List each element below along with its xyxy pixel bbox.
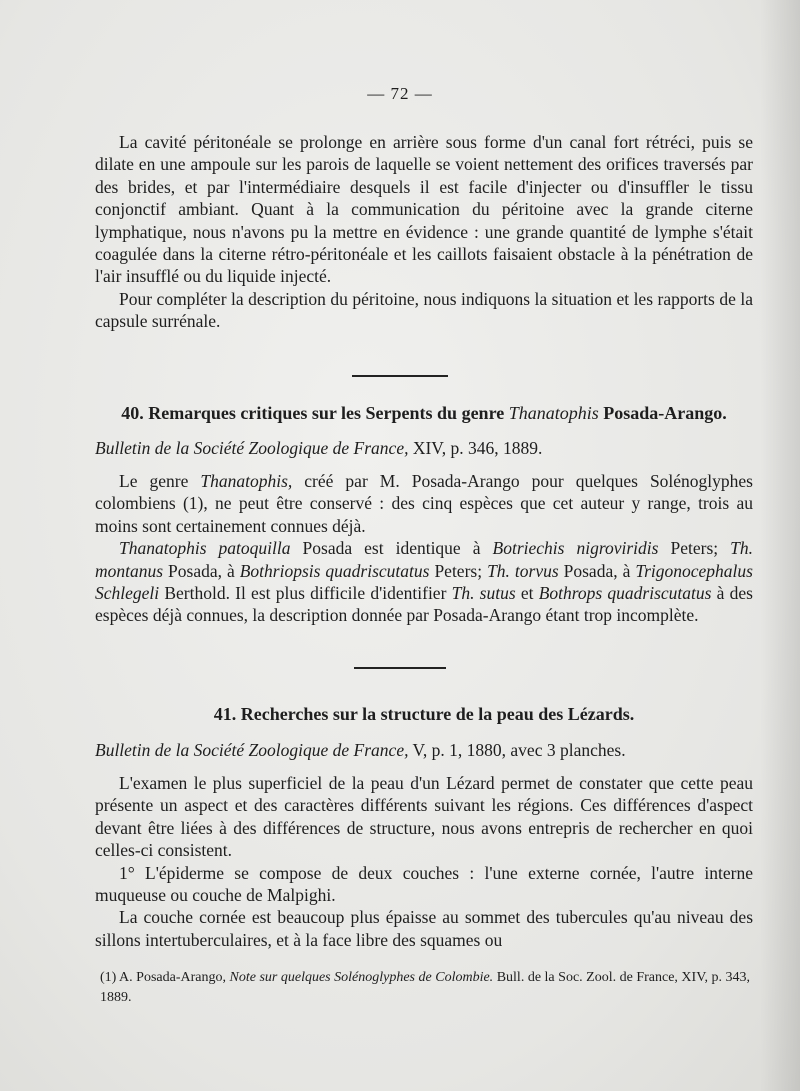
section-40-paragraph-2 (95, 537, 753, 627)
footnote-title: Note sur quelques Solénoglyphes de Colombie. (229, 970, 494, 985)
genus-name: Thanatophis, (200, 471, 293, 491)
section-40-title-genus: Thanatophis (508, 403, 599, 423)
section-40-title-author: Posada-Arango. (603, 403, 727, 423)
text-run: Peters; (429, 560, 488, 581)
species-name: Botriechis nigroviridis (492, 538, 659, 559)
section-41-paragraph-3: La couche cornée est beaucoup plus épaisse au sommet des tubercules qu'au niveau des sillons intertuberculaires, et à la face libre des squames ou (95, 907, 753, 950)
paragraph-peritoneal-cavity: La cavité péritonéale se prolonge en arrière sous forme d'un canal fort rétréci, puis se dilate en une ampoule sur les parois de laquelle se voient nettement des orifices traversés par des brides, et par l'intermédiaire desquels il est facile d'injecter ou d'insuffler le tissu conjonctif ambiant. Quant à la communication du péritoine avec la grande citerne lymphatique, nous n'avons pu la mettre en évidence : une grande quantité de lymphe s'était coagulée dans la citerne rétro-péritonéale et les caillots faisaient obstacle à la pénétration de l'air insufflé ou du liquide injecté. (95, 132, 753, 287)
text-run: Peters; (658, 538, 731, 559)
section-40-title (95, 403, 753, 424)
text-run: créé par M. Posada-Arango pour quelques Solénoglyphes colombiens (1), ne peut être conservé : des cinq espèces que cet auteur y range, trois au moins sont certainement connues déjà. (95, 471, 753, 536)
text-run: Posada, à (558, 560, 636, 581)
species-name: Th. sutus (451, 583, 516, 604)
section-40-number: 40. (121, 403, 144, 423)
text-run: Posada, à (163, 560, 240, 581)
species-name: Th. montanus (95, 538, 753, 581)
footnote-rest: Bull. de la Soc. Zool. de France, XIV, p. 343, 1889. (100, 970, 751, 1005)
section-41-paragraph-1: L'examen le plus superficiel de la peau d'un Lézard permet de constater que cette peau présente un aspect et des caractères différents suivant les régions. Ces différences d'aspect devant être liées à des différences de structure, nous avons entrepris de rechercher en quoi celles-ci consistent. (95, 773, 753, 861)
section-divider-2 (354, 667, 446, 669)
section-41-bulletin (95, 740, 753, 761)
species-name: Trigonocephalus Schlegeli (95, 560, 753, 604)
section-40-bulletin-journal: Bulletin de la Société Zoologique de France, (95, 438, 409, 458)
section-41-title: 41. Recherches sur la structure de la peau des Lézards. (213, 704, 635, 724)
text-run: Posada est identique à (290, 538, 493, 559)
text-run: et (515, 583, 539, 604)
section-40-title-start: Remarques critiques sur les Serpents du genre (148, 403, 505, 423)
text-run: à des espèces déjà connues, la description donnée par Posada-Arango étant trop incomplète. (95, 583, 753, 626)
binding-shadow (760, 0, 800, 1091)
section-41-bulletin-details: V, p. 1, 1880, avec 3 planches. (412, 740, 626, 760)
continuation-text (95, 131, 753, 333)
section-41-paragraph-2: 1° L'épiderme se compose de deux couches : l'une externe cornée, l'autre interne muqueuse ou couche de Malpighi. (95, 862, 753, 906)
section-40-paragraph-1 (95, 470, 753, 537)
section-41-body (95, 772, 753, 951)
species-name: Thanatophis patoquilla (119, 538, 291, 559)
footnote (100, 968, 750, 1008)
species-name: Th. torvus (487, 560, 559, 581)
text-run: Berthold. Il est plus difficile d'identifier (159, 583, 452, 604)
section-40-bulletin-details: XIV, p. 346, 1889. (412, 438, 543, 458)
section-41-bulletin-journal: Bulletin de la Société Zoologique de France, (95, 740, 409, 760)
section-divider-1 (352, 375, 448, 377)
text-run: Le genre (119, 471, 201, 491)
species-name: Bothrops quadriscutatus (538, 583, 712, 604)
page-number: — 72 — (367, 84, 433, 103)
species-name: Bothriopsis quadriscutatus (239, 560, 430, 581)
section-40-body (95, 470, 753, 627)
footnote-marker: (1) A. Posada-Arango, (100, 970, 226, 985)
paragraph-capsule-surrenale: Pour compléter la description du péritoine, nous indiquons la situation et les rapports de la capsule surrénale. (95, 288, 753, 332)
section-40-bulletin (95, 438, 753, 459)
